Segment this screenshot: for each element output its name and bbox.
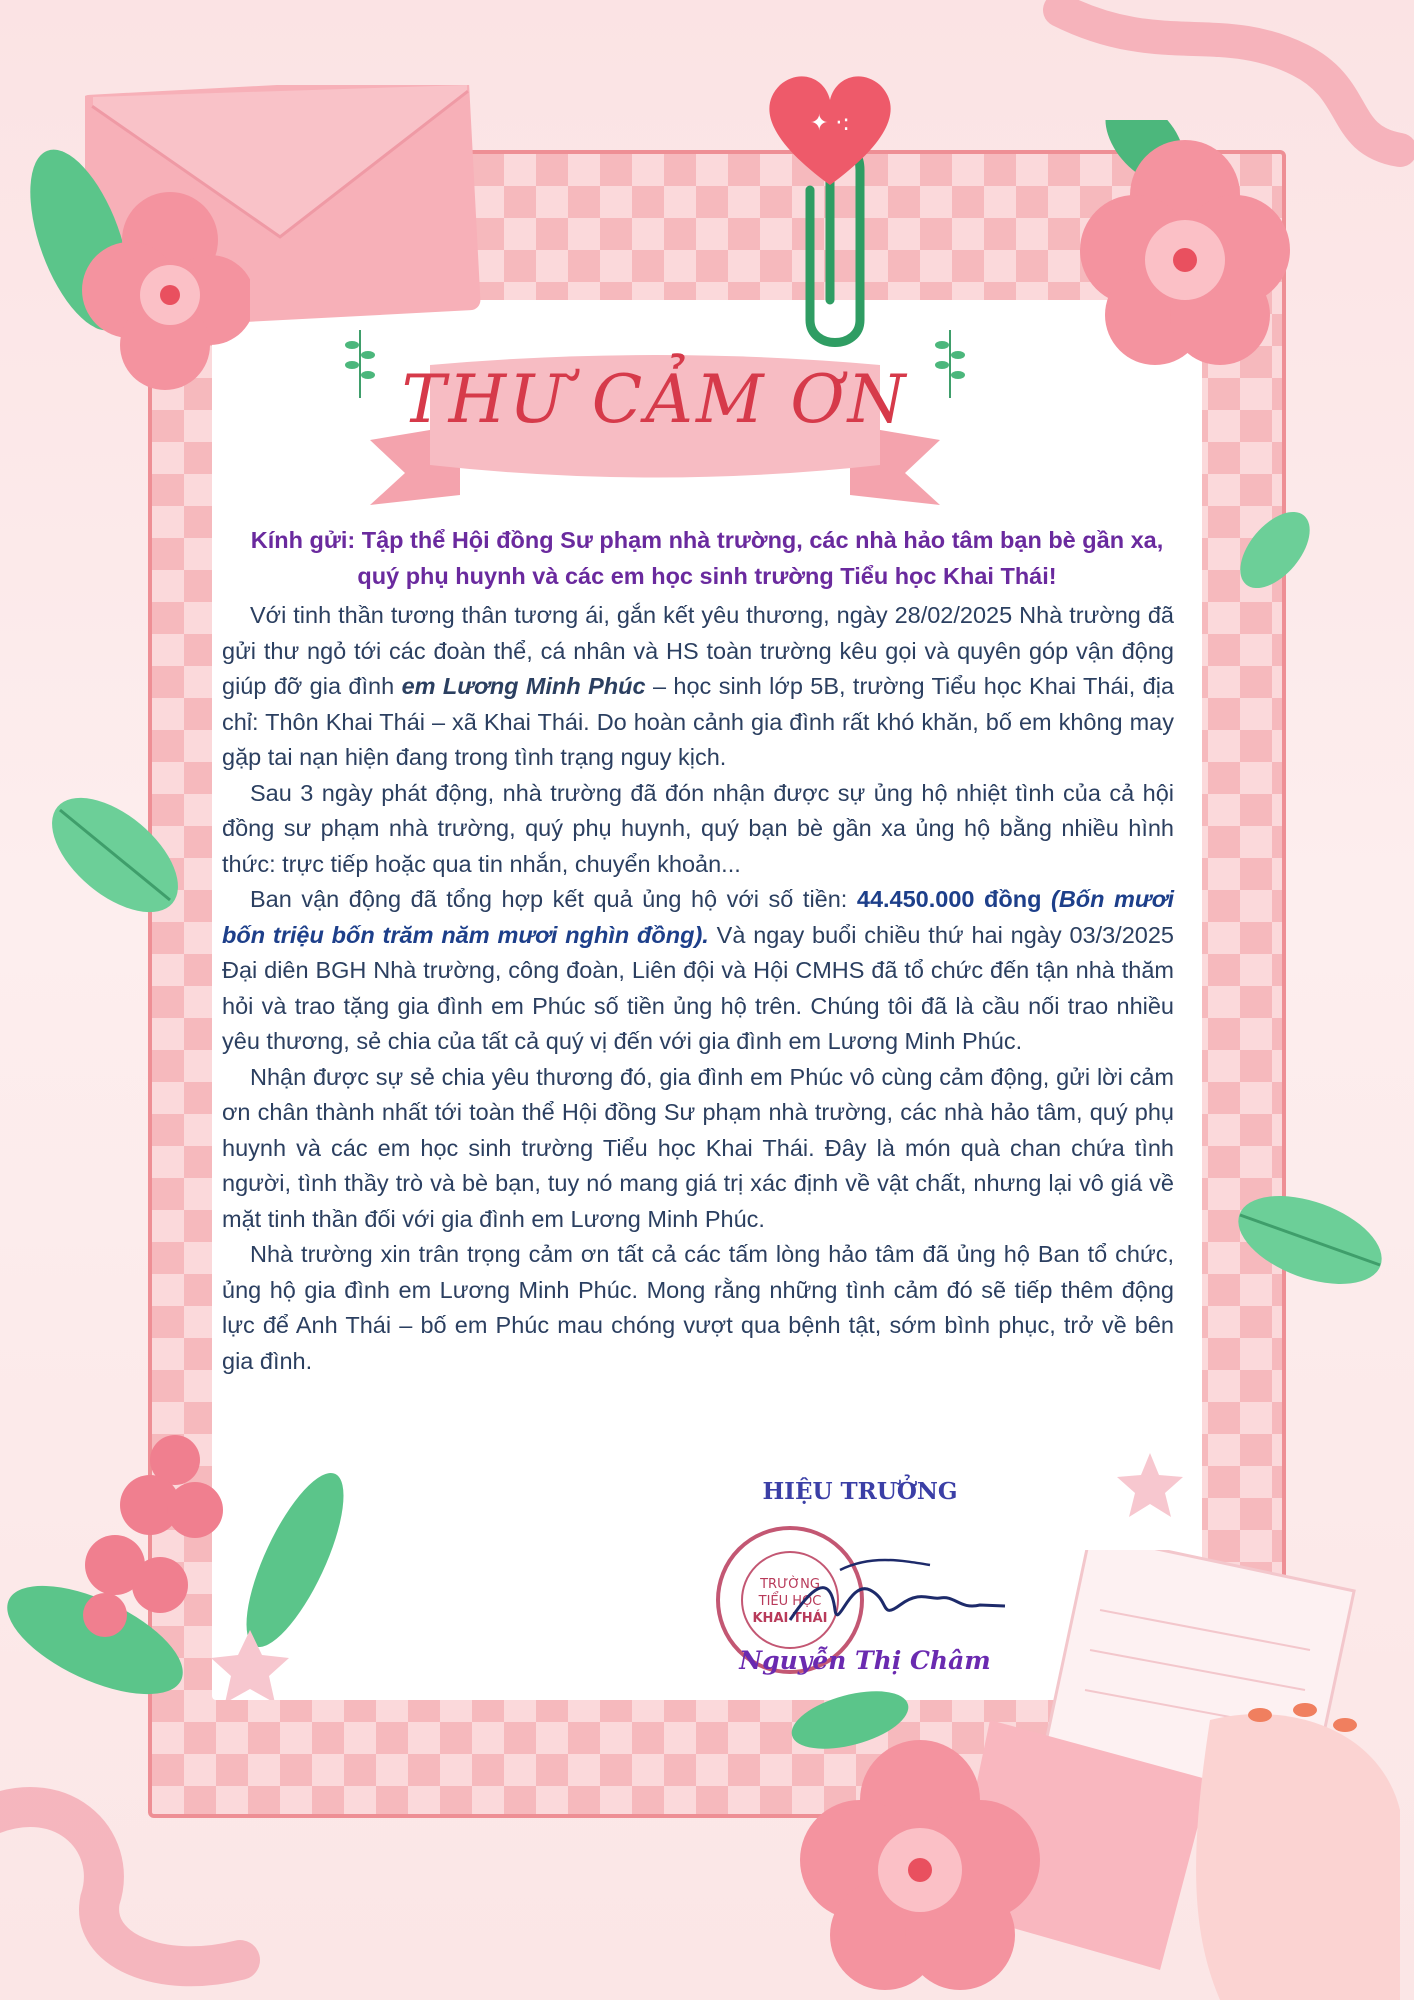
flower-top-left-decoration xyxy=(20,130,250,390)
p1-text: Với tinh thần tương thân tương ái, gắn kết yêu thương, ngày 28/02/2025 Nhà trường đã gửi thư ngỏ tới các đoàn thể, cá nhân và HS toàn trường kêu gọi và quyên góp vận động giúp đỡ gia đình xyxy=(222,602,1174,699)
svg-text:TIỂU HỌC: TIỂU HỌC xyxy=(758,1594,822,1609)
title-banner xyxy=(350,345,960,515)
flower-bottom-left-decoration xyxy=(0,1400,350,1700)
svg-text:✦ ·:: ✦ ·: xyxy=(810,111,850,136)
donation-amount-words: (Bốn mươi bốn triệu bốn trăm năm mươi nghìn đồng). xyxy=(222,886,1175,948)
student-name-highlight: em Lương Minh Phúc xyxy=(401,673,646,699)
paragraph-3 xyxy=(222,882,1174,1060)
svg-text:KHAI THÁI: KHAI THÁI xyxy=(752,1611,828,1626)
salutation-line-1: Kính gửi: Tập thể Hội đồng Sư phạm nhà trường, các nhà hảo tâm bạn bè gần xa, xyxy=(250,527,1164,553)
letter-body xyxy=(222,598,1174,1379)
p1-text-cont: – học sinh lớp 5B, trường Tiểu học Khai Thái, địa chỉ: Thôn Khai Thái – xã Khai Thái. Do hoàn cảnh gia đình rất khó khăn, bố em không may gặp tai nạn hiện đang trong tình trạng nguy kịch. xyxy=(222,673,1175,770)
star-right-decoration xyxy=(1115,1450,1185,1520)
flower-top-right-decoration xyxy=(1050,120,1320,380)
p3-text-cont: Và ngay buổi chiều thứ hai ngày 03/3/2025 Đại diên BGH Nhà trường, công đoàn, Liên đội và Hội CMHS đã tổ chức đến tận nhà thăm hỏi và trao tặng gia đình em Phúc số tiền ủng hộ trên. Chúng tôi đã là cầu nối trao nhiều yêu thương, sẻ chia của tất cả quý vị đến với gia đình em Lương Minh Phúc. xyxy=(222,921,1174,1054)
handwritten-signature xyxy=(780,1550,1010,1640)
p3-text: Ban vận động đã tổng hợp kết quả ủng hộ với số tiền: xyxy=(250,886,857,912)
svg-text:TRƯỜNG: TRƯỜNG xyxy=(760,1577,820,1592)
paragraph-2: Sau 3 ngày phát động, nhà trường đã đón nhận được sự ủng hộ nhiệt tình của cả hội đồng sư phạm nhà trường, quý phụ huynh, quý bạn bè gần xa ủng hộ bằng nhiều hình thức: trực tiếp hoặc qua tin nhắn, chuyển khoản... xyxy=(222,779,1174,877)
salutation xyxy=(222,522,1192,594)
letter-title: THƯ CẢM ƠN xyxy=(401,361,909,438)
leaf-right-decoration xyxy=(1230,500,1320,600)
heart-paperclip-decoration xyxy=(755,70,905,360)
principal-name: Nguyễn Thị Châm xyxy=(739,1646,991,1675)
flower-bottom-center-decoration xyxy=(770,1680,1070,2000)
leaf-right-lower-decoration xyxy=(1230,1185,1390,1295)
paragraph-4: Nhận được sự sẻ chia yêu thương đó, gia đình em Phúc vô cùng cảm động, gửi lời cảm ơn chân thành nhất tới toàn thể Hội đồng Sư phạm nhà trường, các nhà hảo tâm, quý phụ huynh và các em học sinh trường Tiểu học Khai Thái. Đây là món quà chan chứa tình người, tình thầy trò và bè bạn, tuy nó mang giá trị xác định về vật chất, nhưng lại vô giá về mặt tinh thần đối với gia đình em Lương Minh Phúc. xyxy=(222,1063,1174,1232)
paragraph-5: Nhà trường xin trân trọng cảm ơn tất cả các tấm lòng hảo tâm đã ủng hộ Ban tổ chức, ủng hộ gia đình em Lương Minh Phúc. Mong rằng những tình cảm đó sẽ tiếp thêm động lực để Anh Thái – bố em Phúc mau chóng vượt qua bệnh tật, sớm bình phục, trở về bên gia đình. xyxy=(222,1241,1174,1374)
paragraph-1 xyxy=(222,598,1174,776)
salutation-line-2: quý phụ huynh và các em học sinh trường Tiểu học Khai Thái! xyxy=(357,563,1057,589)
leaf-left-decoration xyxy=(45,780,185,930)
principal-title: HIỆU TRƯỞNG xyxy=(762,1478,958,1505)
donation-amount: 44.450.000 đồng xyxy=(856,886,1042,912)
